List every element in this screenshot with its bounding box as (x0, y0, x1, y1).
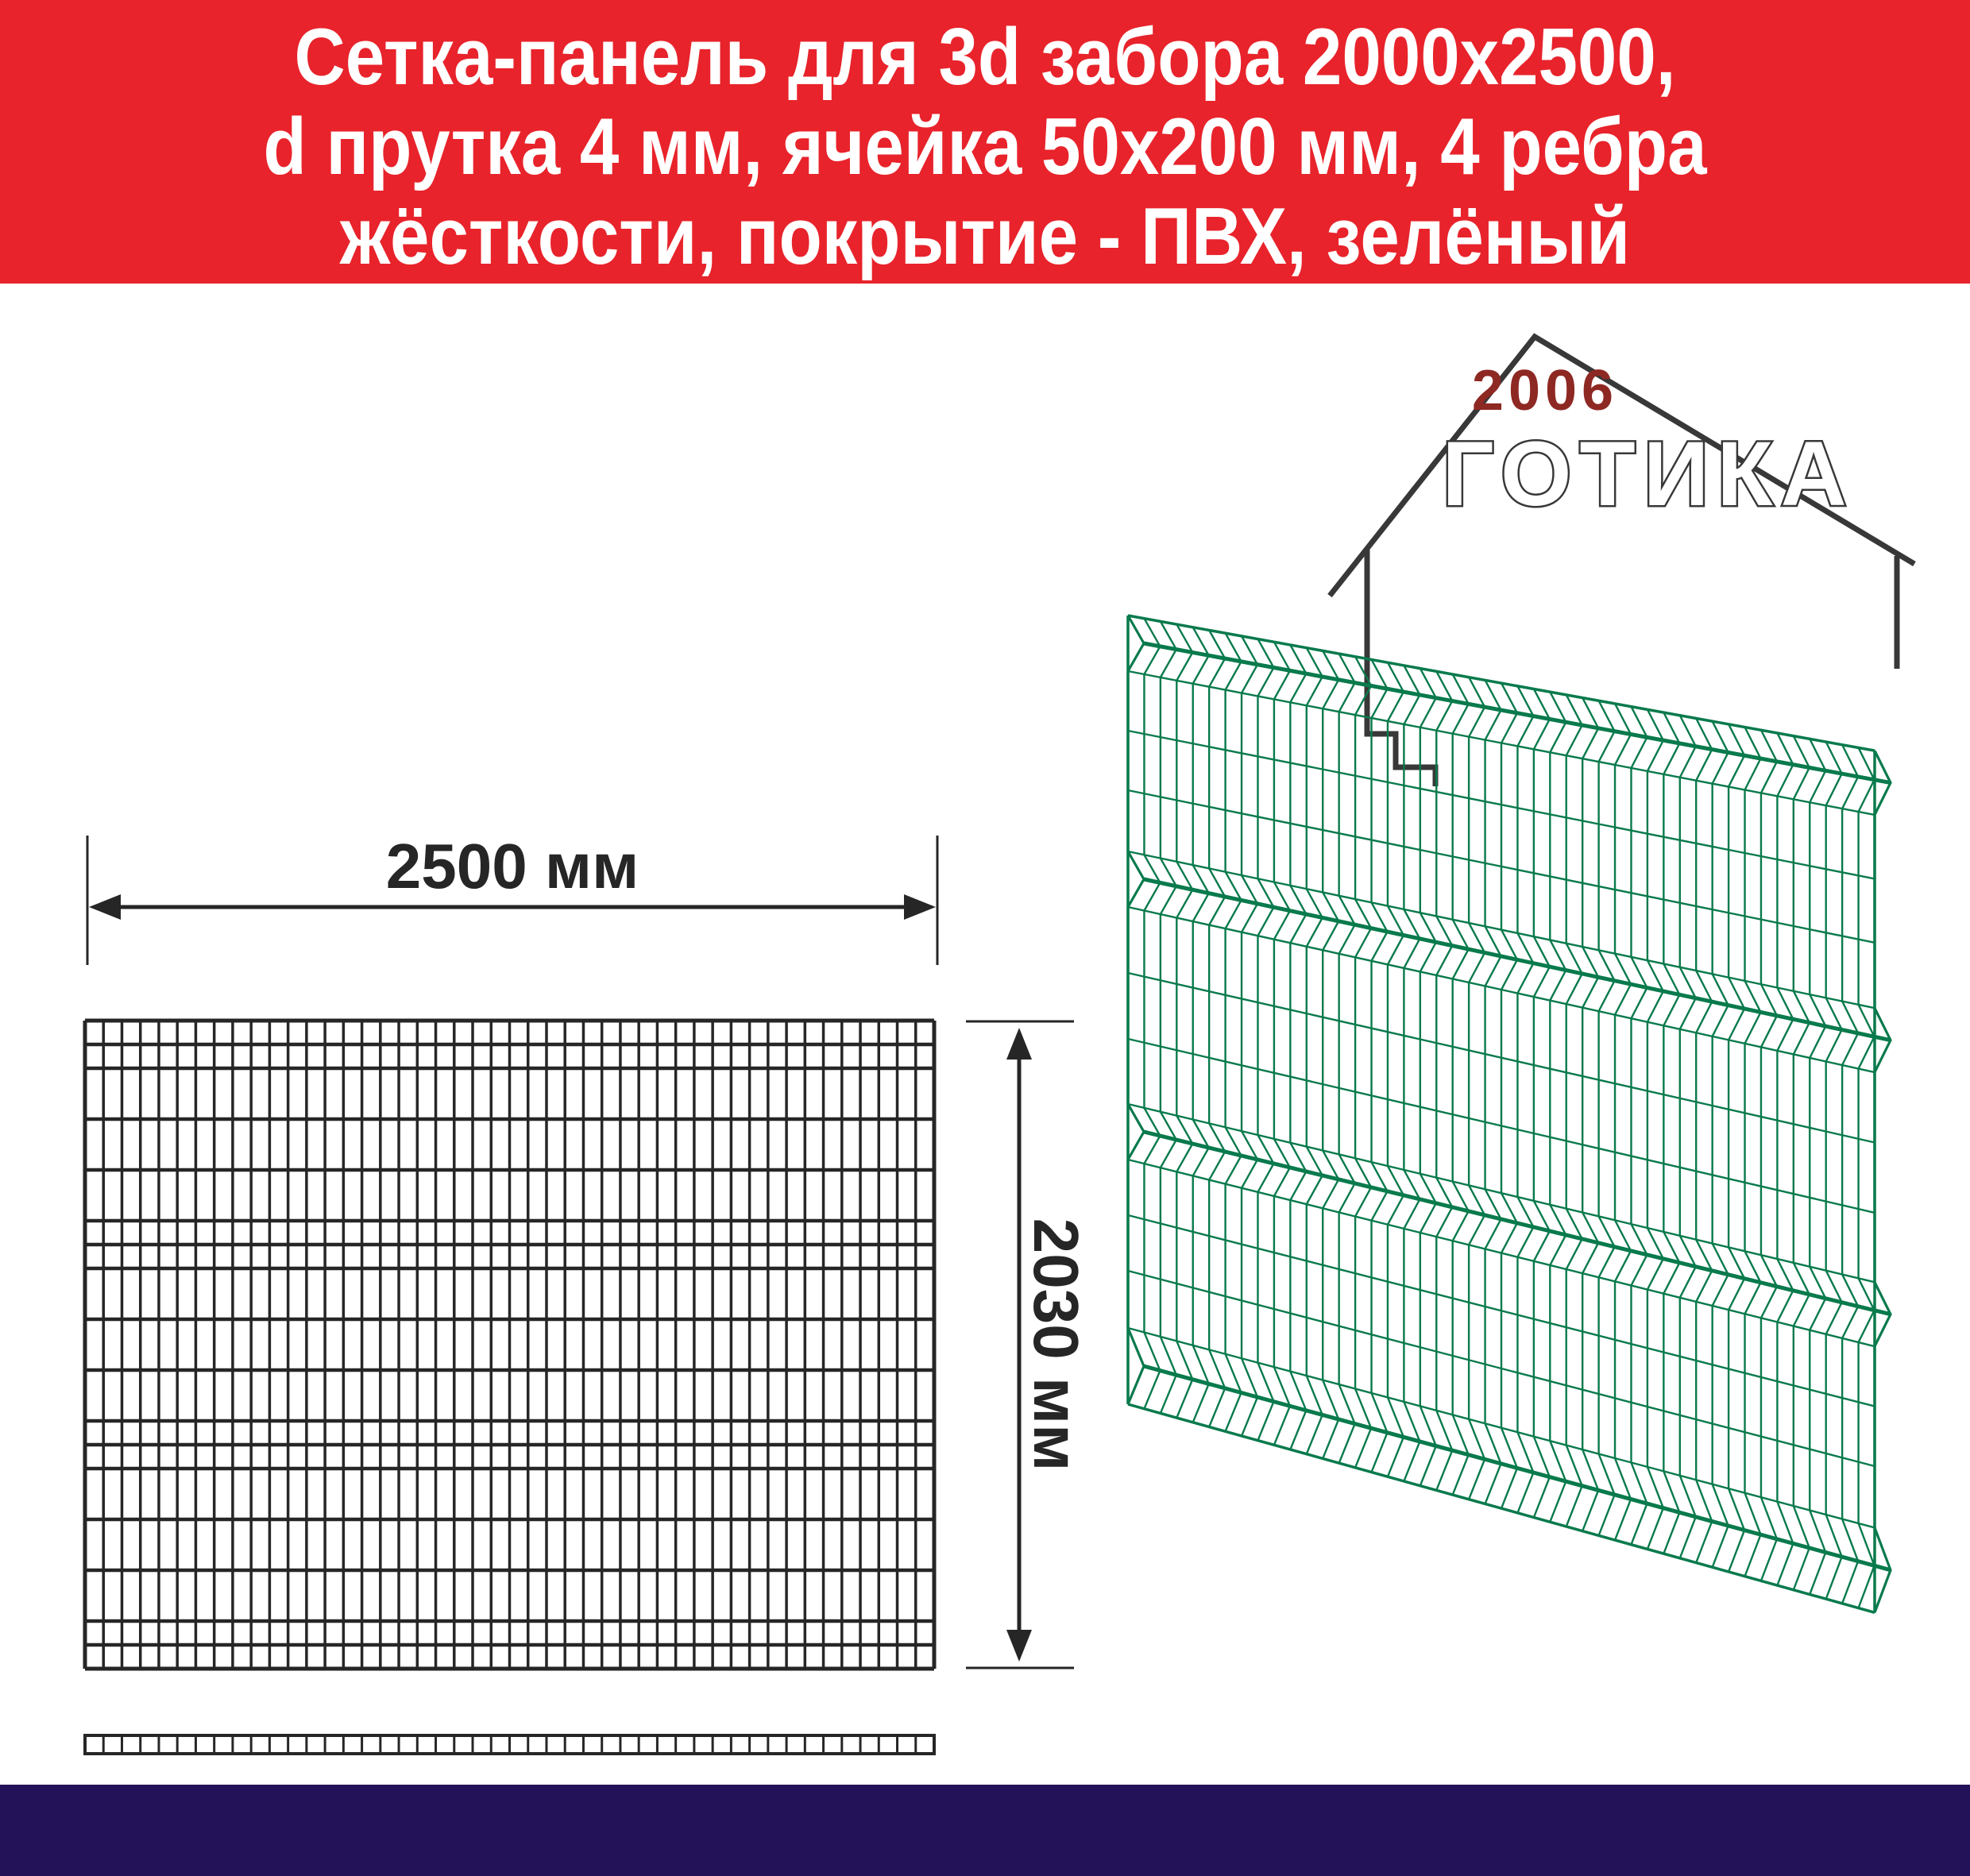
width-dimension (87, 831, 937, 965)
arrow-up-icon (1006, 1028, 1032, 1060)
logo-year: 2006 (1471, 359, 1619, 423)
logo-brand: ГОТИКА (1442, 423, 1855, 525)
height-dimension (966, 1021, 1091, 1668)
wire-strip-diagram (85, 1735, 934, 1754)
panel-3d-illustration (1128, 616, 1891, 1612)
arrow-left-icon (89, 894, 121, 920)
header-line-1: Сетка-панель для 3d забора 2000х2500, (294, 13, 1676, 102)
flat-panel-diagram (85, 1021, 934, 1669)
height-dimension-label: 2030 мм (1021, 1218, 1091, 1472)
header-line-2: d прутка 4 мм, ячейка 50х200 мм, 4 ребра (263, 102, 1707, 191)
arrow-right-icon (904, 894, 936, 920)
width-dimension-label: 2500 мм (385, 831, 639, 901)
arrow-down-icon (1006, 1630, 1032, 1662)
header-line-3: жёсткости, покрытие - ПВХ, зелёный (340, 192, 1630, 281)
footer-bar (0, 1785, 1970, 1876)
